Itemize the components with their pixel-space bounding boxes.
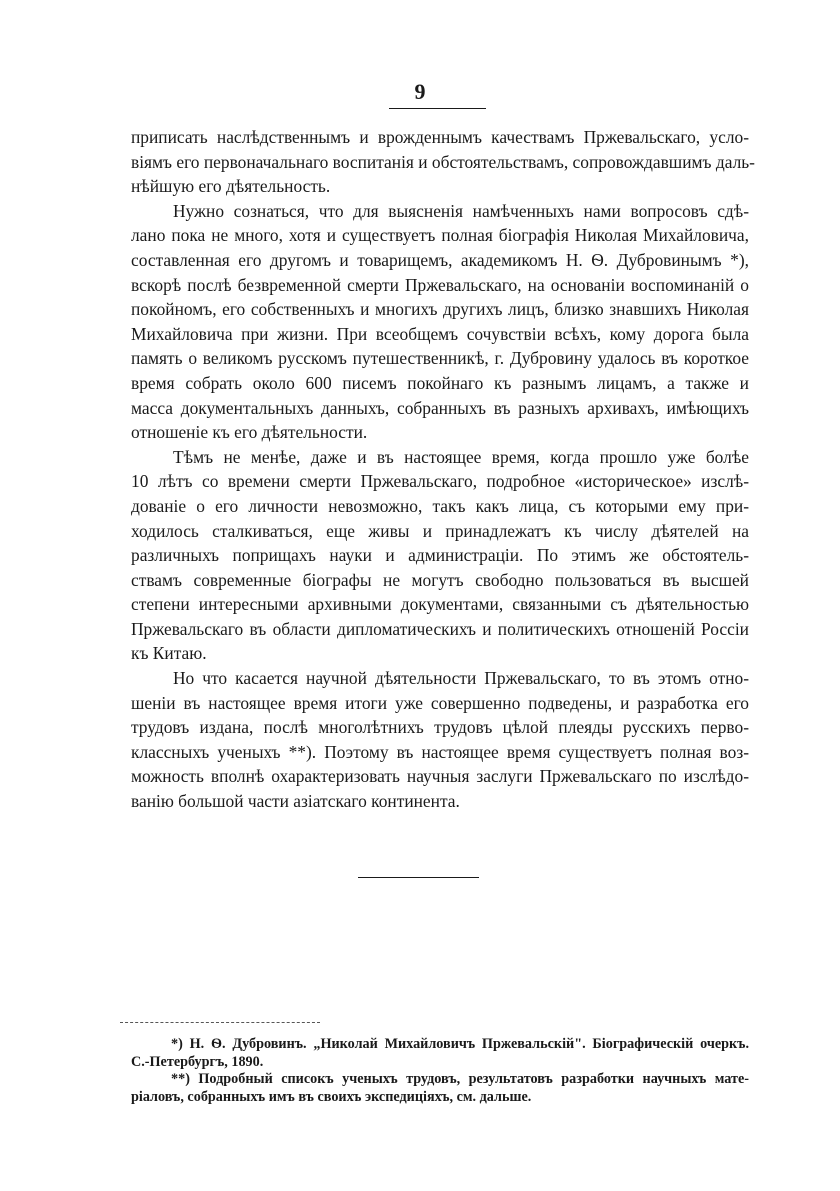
text-line: различныхъ поприщахъ науки и администраціи. По этимъ же обстоятель- [131, 545, 749, 566]
paragraph-2 [131, 199, 749, 445]
text-line: ходилось сталкиваться, еще живы и принадлежатъ къ числу дѣятелей на [131, 520, 749, 541]
paragraph-3 [131, 445, 749, 666]
paragraph-4 [131, 666, 749, 814]
text-line: классныхъ ученыхъ **). Поэтому въ настоящее время существуетъ полная воз- [131, 741, 749, 762]
body-text [131, 125, 755, 814]
text-line: ванію большой части азіатскаго континента. [131, 791, 460, 812]
footnote-line: ріаловъ, собранныхъ имъ въ своихъ экспедиціяхъ, см. дальше. [131, 1088, 532, 1105]
text-line: Михайловича при жизни. При всеобщемъ сочувствіи всѣхъ, кому дорога была [131, 323, 749, 344]
footnote-line: *) Н. Ѳ. Дубровинъ. „Николай Михайловичъ Пржевальскій". Біографическій очеркъ. [171, 1036, 749, 1052]
text-line: нѣйшую его дѣятельность. [131, 176, 331, 197]
page-number-rule [389, 108, 486, 109]
footnote-1 [131, 1036, 749, 1071]
text-line: степени интересными архивными документами, связанными съ дѣятельностью [131, 594, 749, 615]
text-line: можность вполнѣ охарактеризовать научныя заслуги Пржевальскаго по изслѣдо- [131, 766, 749, 787]
text-line: масса документальныхъ данныхъ, собранныхъ въ разныхъ архивахъ, имѣющихъ [131, 397, 749, 418]
paragraph-1 [131, 125, 755, 199]
text-line: вскорѣ послѣ безвременной смерти Пржевальскаго, на основаніи воспоминаній о [131, 274, 749, 295]
footnote-line: С.-Петербургъ, 1890. [131, 1053, 264, 1070]
text-line: составленная его другомъ и товарищемъ, академикомъ Н. Ѳ. Дубровинымъ *), [131, 249, 749, 270]
text-line: лано пока не много, хотя и существуетъ полная біографія Николая Михайловича, [131, 225, 749, 246]
text-line: время собрать около 600 писемъ покойнаго къ разнымъ лицамъ, а также и [131, 372, 749, 393]
text-line: 10 лѣтъ со времени смерти Пржевальскаго, подробное «историческое» изслѣ- [131, 471, 749, 492]
section-divider [358, 877, 479, 878]
text-line: Тѣмъ не менѣе, даже и въ настоящее время, когда прошло уже болѣе [173, 446, 749, 467]
text-line: дованіе о его личности невозможно, такъ какъ лица, съ которыми ему при- [131, 495, 749, 516]
page-number: 9 [414, 79, 426, 104]
text-line: память о великомъ русскомъ путешественникѣ, г. Дубровину удалось въ короткое [131, 348, 749, 369]
text-line: отношеніе къ его дѣятельности. [131, 422, 368, 443]
text-line: Но что касается научной дѣятельности Пржевальскаго, то въ этомъ отно- [173, 668, 749, 689]
text-line: Пржевальскаго въ области дипломатическихъ и политическихъ отношеній Россіи [131, 618, 749, 639]
text-line: покойномъ, его собственныхъ и многихъ другихъ лицъ, близко знавшихъ Николая [131, 299, 749, 320]
footnotes [131, 1036, 749, 1106]
text-line: къ Китаю. [131, 643, 207, 664]
text-line: Нужно сознаться, что для выясненія намѣченныхъ нами вопросовъ сдѣ- [173, 200, 749, 221]
text-line: шеніи въ настоящее время итоги уже совершенно подведены, и разработка его [131, 692, 749, 713]
footnote-separator [120, 1022, 320, 1023]
text-line: трудовъ издана, послѣ многолѣтнихъ трудовъ цѣлой плеяды русскихъ перво- [131, 717, 749, 738]
text-line: віямъ его первоначальнаго воспитанія и обстоятельствамъ, сопровождавшимъ даль- [131, 151, 755, 172]
footnote-2 [131, 1071, 749, 1106]
text-line: приписать наслѣдственнымъ и врожденнымъ качествамъ Пржевальскаго, усло- [131, 127, 749, 147]
footnote-line: **) Подробный списокъ ученыхъ трудовъ, результатовъ разработки научныхъ мате- [171, 1071, 749, 1087]
text-line: ствамъ современные біографы не могутъ свободно пользоваться въ высшей [131, 569, 749, 590]
